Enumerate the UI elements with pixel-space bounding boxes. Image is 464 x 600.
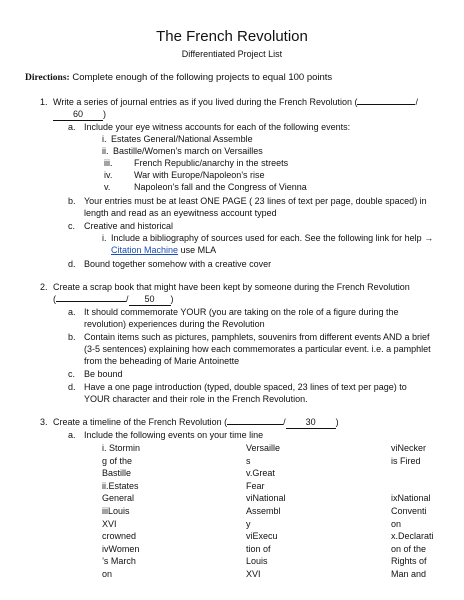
project1-d-marker: d.	[68, 259, 76, 269]
project1-slash: /	[415, 97, 418, 107]
project1-points: 60	[53, 108, 103, 121]
timeline-fragment: s	[246, 455, 251, 466]
project2-b-line1: Contain items such as pictures, pamphlets, souvenirs from different events AND a brief	[84, 332, 430, 342]
timeline-fragment	[391, 480, 434, 493]
timeline-fragment: ’s March	[102, 556, 136, 567]
project2-b-line2: (3-5 sentences) explaining how each commemorates a particular event. i.e. a pamphlet	[84, 344, 431, 354]
timeline-fragment: Assembl	[246, 505, 281, 516]
timeline-fragment: ii.Estates	[102, 480, 139, 491]
timeline-fragment: iiiLouis	[102, 505, 130, 516]
project2-a-line2: revolution) experiences during the Revolution	[84, 319, 265, 329]
project2-points-line	[53, 293, 174, 306]
timeline-column-3	[391, 442, 434, 581]
project1-b-marker: b.	[68, 196, 76, 206]
project3-slash: /	[283, 417, 286, 427]
timeline-fragment: viExecu	[246, 531, 278, 542]
timeline-fragment: on of the	[391, 543, 427, 554]
timeline-fragment: on	[102, 568, 113, 579]
project1-d-text: Bound together somehow with a creative cover	[84, 259, 272, 269]
timeline-fragment: on	[391, 518, 402, 529]
timeline-fragment: is Fired	[391, 455, 421, 466]
project2-close: )	[170, 294, 174, 304]
project1-b-line2: length and read as an eyewitness account typed	[84, 208, 277, 218]
timeline-fragment: General	[102, 493, 135, 504]
project3-heading	[53, 416, 339, 429]
timeline-fragment: x.Declarati	[391, 531, 434, 542]
directions-label: Directions:	[25, 73, 70, 83]
project2-d-line1: Have a one page introduction (typed, double spaced, 23 lines of text per page) to	[84, 382, 407, 392]
timeline-column-1	[102, 442, 140, 581]
project1-ci-line2	[111, 244, 216, 256]
project1-ci-marker: i.	[102, 233, 107, 243]
timeline-fragment: g of the	[102, 455, 133, 466]
event-marker: v.	[104, 182, 111, 192]
project1-points-line	[53, 108, 106, 121]
event-marker: iv.	[104, 170, 113, 180]
project1-a-marker: a.	[68, 122, 76, 132]
project2-points: 50	[129, 293, 171, 306]
timeline-fragment: viNecker	[391, 443, 427, 453]
project3-text: Create a timeline of the French Revolution (	[53, 417, 228, 427]
event-text: War with Europe/Napoleon’s rise	[134, 170, 265, 180]
timeline-fragment: ixNational	[391, 493, 431, 504]
directions-text: Complete enough of the following projects to equal 100 points	[72, 72, 333, 83]
timeline-fragment: Rights of	[391, 556, 427, 567]
project2-text: Create a scrap book that might have been kept by someone during the French Revolution	[53, 282, 410, 292]
timeline-fragment: Man and	[391, 568, 427, 579]
event-text: French Republic/anarchy in the streets	[134, 158, 289, 168]
project1-ci-after: use MLA	[180, 245, 217, 255]
project1-ci-line1: Include a bibliography of sources used for each. See the following link for help →	[111, 233, 434, 243]
project2-a-marker: a.	[68, 307, 76, 317]
project1-a-text: Include your eye witness accounts for each of the following events:	[84, 122, 351, 132]
project2-b-line3: from the beheading of Marie Antoinette	[84, 356, 240, 366]
event-text: Estates General/National Assemble	[111, 134, 253, 144]
timeline-fragment: Versaille	[246, 443, 281, 453]
event-marker: ii.	[102, 146, 109, 156]
project2-c-text: Be bound	[84, 369, 123, 379]
project2-number: 2.	[40, 282, 48, 292]
project3-a-text: Include the following events on your time line	[84, 430, 264, 440]
timeline-fragment: ivWomen	[102, 543, 140, 554]
directions	[25, 72, 332, 83]
timeline-column-2	[246, 442, 286, 581]
event-marker: i.	[102, 134, 107, 144]
page-title: The French Revolution	[156, 28, 308, 45]
timeline-fragment	[391, 467, 434, 480]
timeline-fragment: XVI	[246, 568, 261, 579]
project1-text: Write a series of journal entries as if you lived during the French Revolution (	[53, 97, 358, 107]
page-subtitle: Differentiated Project List	[181, 49, 283, 59]
project1-close: )	[103, 109, 106, 119]
project1-heading	[53, 96, 418, 108]
project2-c-marker: c.	[68, 369, 76, 379]
project2-d-marker: d.	[68, 382, 76, 392]
timeline-fragment: Fear	[246, 480, 265, 491]
timeline-fragment: Bastille	[102, 468, 132, 479]
project2-open: (	[53, 294, 56, 304]
project2-slash: /	[126, 294, 129, 304]
project3-number: 3.	[40, 417, 48, 427]
project2-d-line2: YOUR character and their role in the French Revolution.	[84, 394, 308, 404]
timeline-fragment: tion of	[246, 543, 271, 554]
timeline-fragment: crowned	[102, 531, 137, 542]
timeline-fragment: y	[246, 518, 251, 529]
project2-a-line1: It should commemorate YOUR (you are taking on the role of a figure during the	[84, 307, 399, 317]
event-text: Bastille/Women’s march on Versailles	[113, 146, 263, 156]
timeline-fragment: viNational	[246, 493, 286, 504]
project1-number: 1.	[40, 97, 48, 107]
project2-b-marker: b.	[68, 332, 76, 342]
timeline-fragment: Conventi	[391, 505, 427, 516]
project3-points: 30	[286, 416, 336, 429]
timeline-fragment: v.Great	[246, 468, 275, 479]
timeline-fragment: XVI	[102, 518, 117, 529]
timeline-fragment: i. Stormin	[102, 443, 141, 453]
timeline-fragment: Louis	[246, 556, 268, 567]
event-marker: iii.	[104, 158, 113, 168]
project1-b-line1: Your entries must be at least ONE PAGE ( 23 lines of text per page, double spaced) in	[84, 196, 427, 206]
citation-machine-link[interactable]: Citation Machine	[111, 245, 179, 255]
project3-a-marker: a.	[68, 430, 76, 440]
project1-c-marker: c.	[68, 221, 76, 231]
project3-close: )	[335, 417, 339, 427]
event-text: Napoleon’s fall and the Congress of Vienna	[134, 182, 307, 192]
project1-c-text: Creative and historical	[84, 221, 174, 231]
